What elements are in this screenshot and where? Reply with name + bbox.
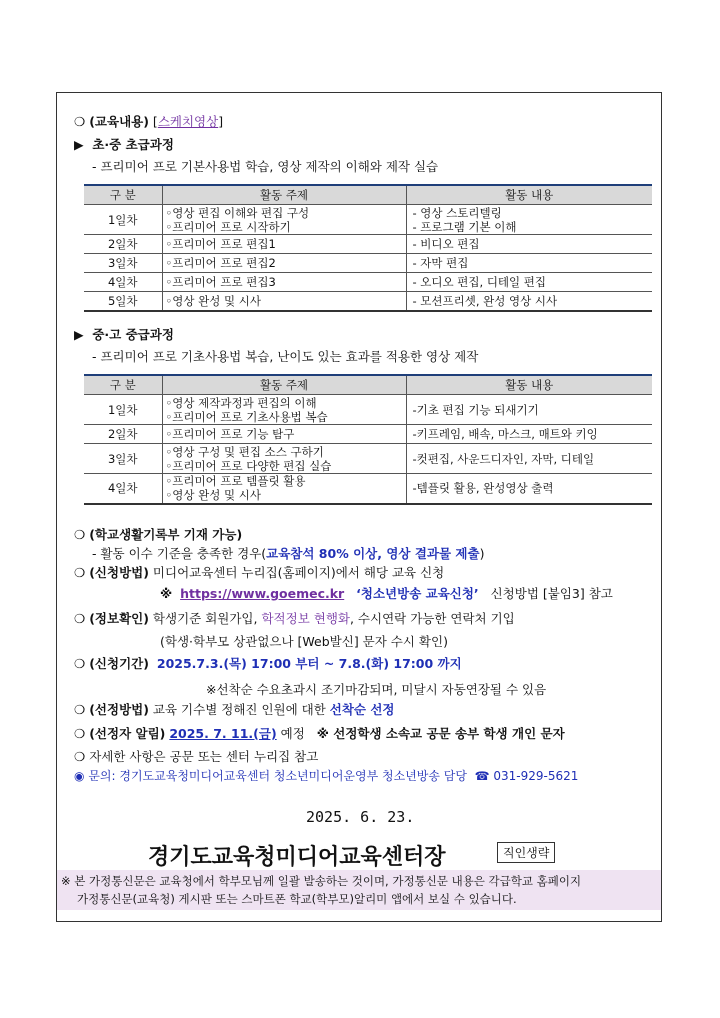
seal-omitted: 직인생략 — [497, 842, 555, 863]
elementary-title — [74, 135, 174, 153]
middle-title — [74, 325, 174, 343]
notice-label: (선정자 알림) — [89, 726, 166, 741]
info-check-line — [74, 609, 515, 627]
footer-line-1: ※ 본 가정통신문은 교육청에서 학부모님께 일괄 발송하는 것이며, 가정통신문 내용은 각급학교 홈페이지 — [61, 874, 582, 888]
day-cell: 1일차 — [84, 395, 162, 425]
content-cell — [406, 235, 652, 254]
content-cell — [406, 474, 652, 504]
homepage-link[interactable]: https://www.goemec.kr — [180, 586, 345, 601]
detail-text: 자세한 사항은 공문 또는 센터 누리집 참고 — [89, 749, 319, 764]
topic-line: ◦프리미어 프로 편집1 — [165, 237, 276, 251]
bullet: ❍ — [74, 726, 86, 741]
notice-date: 2025. 7. 11.(금) — [169, 726, 277, 741]
topic-cell — [162, 235, 406, 254]
topic-cell — [162, 292, 406, 311]
bullet: ❍ — [74, 656, 86, 671]
bullet: ❍ — [74, 749, 86, 764]
table-row — [84, 444, 652, 474]
content-line: -컷편집, 사운드디자인, 자막, 디테일 — [412, 451, 595, 466]
bullet: ❍ — [74, 114, 86, 129]
note-mark: ※ — [160, 586, 173, 601]
content-line: - 모션프리셋, 완성 영상 시사 — [412, 293, 558, 308]
bullet: ❍ — [74, 527, 86, 542]
footer-line-2: 가정통신문(교육청) 게시판 또는 스마트폰 학교(학부모)알리미 앱에서 보실 수 있습니다. — [77, 892, 517, 906]
content-heading — [74, 112, 223, 130]
notice-line — [74, 724, 565, 742]
triangle-icon: ▶ — [74, 137, 84, 152]
topic-cell — [162, 425, 406, 444]
content-cell — [406, 205, 652, 235]
contact-text: 문의: 경기도교육청미디어교육센터 청소년미디어운영부 청소년방송 담당 — [88, 769, 467, 783]
period-value: 2025.7.3.(목) 17:00 부터 ~ 7.8.(화) 17:00 까지 — [156, 656, 462, 671]
selection-text: 교육 기수별 정해진 인원에 대한 — [152, 702, 326, 717]
topic-cell — [162, 474, 406, 504]
info-check-sub: (학생·학부모 상관없으나 [Web발신] 문자 수시 확인) — [160, 634, 448, 649]
day-cell: 4일차 — [84, 474, 162, 504]
contact-phone: 031-929-5621 — [493, 769, 579, 783]
topic-line: ◦프리미어 프로 기초사용법 복습 — [165, 409, 328, 424]
selection-line — [74, 700, 395, 718]
apply-note — [160, 584, 613, 602]
content-cell — [406, 254, 652, 273]
content-line: - 프로그램 기본 이해 — [412, 219, 517, 234]
radio-bullet-icon: ◉ — [74, 769, 85, 783]
content-cell — [406, 273, 652, 292]
apply-note-post: 신청방법 [붙임3] 참고 — [490, 586, 613, 601]
bracket: [ — [152, 114, 158, 129]
topic-line: ◦영상 편집 이해와 편집 구성 — [165, 205, 310, 220]
notice-after: 예정 — [280, 726, 305, 741]
topic-line: ◦영상 구성 및 편집 소스 구하기 — [165, 444, 324, 459]
bullet: ❍ — [74, 702, 86, 717]
day-cell: 1일차 — [84, 205, 162, 235]
contact-line — [74, 767, 578, 784]
elementary-desc: - 프리미어 프로 기본사용법 학습, 영상 제작의 이해와 제작 실습 — [92, 159, 439, 174]
issuer-name: 경기도교육청미디어교육센터장 — [148, 845, 446, 870]
content-line: -키프레임, 배속, 마스크, 매트와 키잉 — [412, 427, 598, 441]
table-row — [84, 425, 652, 444]
topic-cell — [162, 273, 406, 292]
topic-cell — [162, 444, 406, 474]
apply-menu-name: ‘청소년방송 교육신청’ — [356, 586, 479, 601]
day-cell: 3일차 — [84, 444, 162, 474]
table-header: 구 분 — [84, 185, 162, 205]
middle-desc: - 프리미어 프로 기초사용법 복습, 난이도 있는 효과를 적용한 영상 제작 — [92, 349, 479, 364]
selection-emph: 선착순 선정 — [329, 702, 395, 717]
content-line: -템플릿 활용, 완성영상 출력 — [412, 481, 554, 496]
content-cell — [406, 444, 652, 474]
content-cell — [406, 292, 652, 311]
table-row — [84, 235, 652, 254]
selection-label: (선정방법) — [89, 702, 149, 717]
topic-line: ◦프리미어 프로 편집3 — [165, 275, 276, 289]
table-header: 활동 내용 — [406, 375, 652, 395]
table-row — [84, 292, 652, 311]
table-row — [84, 273, 652, 292]
record-desc-pre: - 활동 이수 기준을 충족한 경우( — [92, 546, 267, 561]
apply-method-text: 미디어교육센터 누리집(홈페이지)에서 해당 교육 신청 — [152, 565, 445, 580]
topic-line: ◦프리미어 프로 편집2 — [165, 256, 276, 270]
day-cell: 2일차 — [84, 235, 162, 254]
content-cell — [406, 395, 652, 425]
content-line: - 오디오 편집, 디테일 편집 — [412, 275, 547, 289]
content-line: - 영상 스토리텔링 — [412, 205, 502, 220]
content-label: (교육내용) — [89, 114, 149, 129]
table-row — [84, 474, 652, 504]
apply-method-line — [74, 563, 444, 581]
table-header: 활동 주제 — [162, 375, 406, 395]
topic-cell — [162, 395, 406, 425]
topic-line: ◦영상 완성 및 시사 — [165, 488, 262, 503]
topic-line: ◦프리미어 프로 기능 탐구 — [165, 427, 295, 441]
issue-date: 2025. 6. 23. — [306, 808, 415, 826]
record-line — [74, 525, 242, 543]
sketch-video-link[interactable]: 스케치영상 — [157, 114, 219, 129]
period-note: ※선착순 수요초과시 조기마감되며, 미달시 자동연장될 수 있음 — [206, 682, 547, 697]
bullet: ❍ — [74, 611, 86, 626]
table-header: 활동 내용 — [406, 185, 652, 205]
day-cell: 4일차 — [84, 273, 162, 292]
phone-icon: ☎ — [474, 769, 490, 783]
day-cell: 5일차 — [84, 292, 162, 311]
table-row — [84, 254, 652, 273]
info-check-post: , 수시연락 가능한 연락처 기입 — [349, 611, 515, 626]
topic-cell — [162, 205, 406, 235]
record-desc-post: ) — [479, 546, 485, 561]
topic-line: ◦영상 완성 및 시사 — [165, 293, 262, 308]
table-row — [84, 395, 652, 425]
day-cell: 3일차 — [84, 254, 162, 273]
notice-note: ※ 선정학생 소속교 공문 송부 학생 개인 문자 — [316, 726, 565, 741]
content-cell — [406, 425, 652, 444]
record-update-text: 학적정보 현행화 — [261, 611, 350, 626]
record-title: (학교생활기록부 기재 가능) — [89, 527, 243, 542]
bracket: ] — [218, 114, 224, 129]
content-line: -기초 편집 기능 되새기기 — [412, 402, 539, 417]
content-line: - 비디오 편집 — [412, 237, 480, 251]
topic-cell — [162, 254, 406, 273]
period-label: (신청기간) — [89, 656, 149, 671]
elementary-title-text: 초·중 초급과정 — [92, 137, 174, 152]
record-desc — [92, 544, 484, 562]
info-check-pre: 학생기준 회원가입, — [152, 611, 258, 626]
topic-line: ◦프리미어 프로 시작하기 — [165, 219, 291, 234]
topic-line: ◦프리미어 프로 다양한 편집 실습 — [165, 458, 332, 473]
day-cell: 2일차 — [84, 425, 162, 444]
topic-line: ◦프리미어 프로 템플릿 활용 — [165, 474, 306, 489]
table-header: 활동 주제 — [162, 185, 406, 205]
table-header: 구 분 — [84, 375, 162, 395]
bullet: ❍ — [74, 565, 86, 580]
triangle-icon: ▶ — [74, 327, 84, 342]
middle-title-text: 중·고 중급과정 — [92, 327, 174, 342]
topic-line: ◦영상 제작과정과 편집의 이해 — [165, 395, 317, 410]
table-row — [84, 205, 652, 235]
info-check-label: (정보확인) — [89, 611, 149, 626]
detail-line — [74, 747, 318, 765]
record-desc-bold: 교육참석 80% 이상, 영상 결과물 제출 — [266, 546, 480, 561]
elementary-table — [84, 184, 652, 312]
period-line — [74, 654, 462, 672]
middle-table — [84, 374, 652, 505]
content-line: - 자막 편집 — [412, 256, 469, 270]
apply-method-label: (신청방법) — [89, 565, 149, 580]
